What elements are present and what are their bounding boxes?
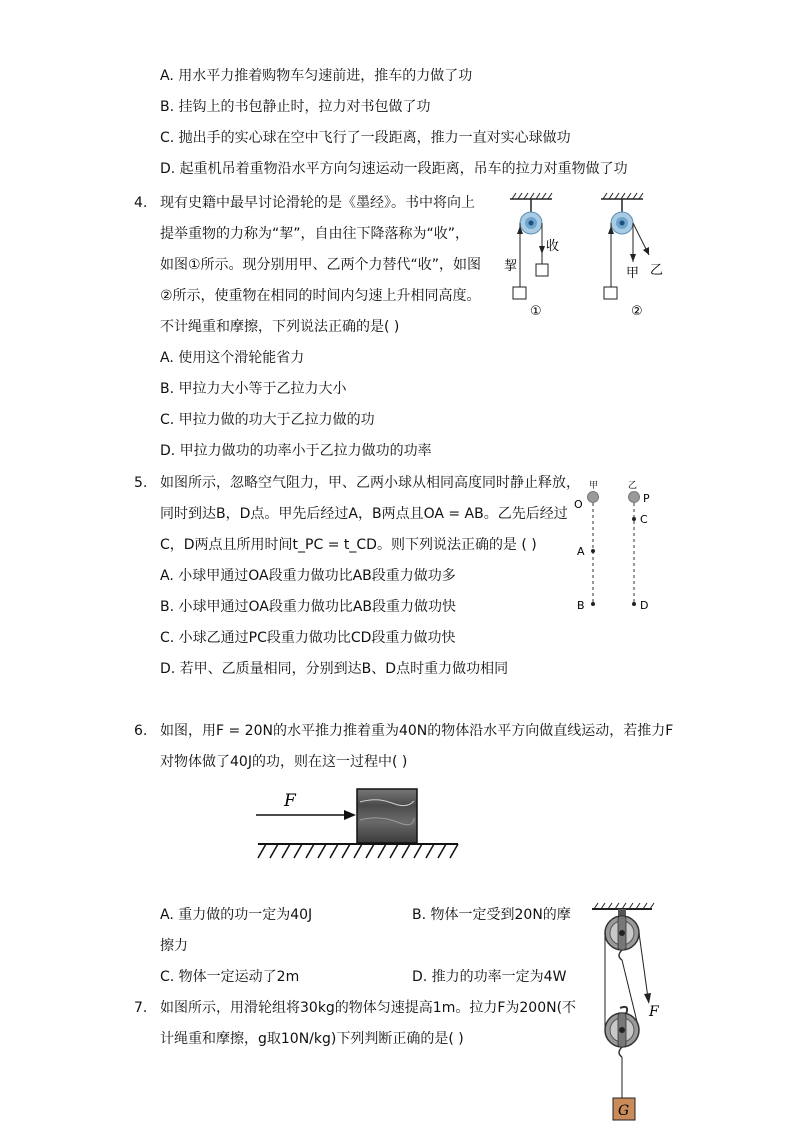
q4-label-qie: 挈 [504, 259, 518, 274]
q5-number: 5. [134, 475, 148, 491]
q4-label-jia: 甲 [626, 266, 640, 281]
q6-option-c: C. 物体一定运动了2m [160, 969, 300, 985]
q4-label-yi: 乙 [650, 263, 664, 278]
q7-number: 7. [134, 1000, 148, 1016]
q7-stem-line-1: 如图所示，用滑轮组将30kg的物体匀速提高1m。拉力F为200N(不 [160, 1000, 577, 1016]
q6-option-b-wrap: 擦力 [160, 938, 188, 954]
q6-number: 6. [134, 723, 148, 739]
q6-option-d: D. 推力的功率一定为4W [412, 969, 567, 985]
q6-option-a: A. 重力做的功一定为40J [160, 907, 313, 923]
q4-stem-line-1: 现有史籍中最早讨论滑轮的是《墨经》。书中将向上 [160, 195, 475, 211]
q5-label-O: O [574, 498, 583, 511]
q3-option-a: A. 用水平力推着购物车匀速前进，推车的力做了功 [160, 68, 473, 84]
q6-option-b: B. 物体一定受到20N的摩 [412, 907, 571, 923]
q5-label-B: B [577, 599, 585, 612]
q5-falling-balls-figure [568, 478, 668, 618]
q7-label-F: F [649, 1004, 659, 1020]
q4-option-d: D. 甲拉力做功的功率小于乙拉力做功的功率 [160, 443, 432, 459]
q4-figure-2 [601, 193, 663, 319]
q4-label-2: ② [631, 304, 643, 319]
q5-option-d: D. 若甲、乙质量相同，分别到达B、D点时重力做功相同 [160, 661, 509, 677]
q4-stem-line-5: 不计绳重和摩擦，下列说法正确的是( ) [160, 319, 400, 335]
q4-option-c: C. 甲拉力做的功大于乙拉力做的功 [160, 412, 375, 428]
q4-stem-line-3: 如图①所示。现分别用甲、乙两个力替代“收”，如图 [160, 257, 482, 273]
q4-label-1: ① [530, 304, 542, 319]
q5-label-D: D [640, 599, 649, 612]
q5-label-C: C [640, 513, 648, 526]
q5-option-c: C. 小球乙通过PC段重力做功比CD段重力做功快 [160, 630, 456, 646]
q4-figure-1 [504, 193, 559, 319]
q6-label-F: F [284, 791, 296, 811]
q4-pulley-figure [496, 190, 676, 325]
q3-option-b: B. 挂钩上的书包静止时，拉力对书包做了功 [160, 99, 431, 115]
q4-stem-line-2: 提举重物的力称为“挈”，自由往下降落称为“收”， [160, 226, 470, 242]
q5-label-P: P [643, 492, 650, 505]
q5-label-jia: 甲 [589, 481, 599, 491]
q5-stem-line-2: 同时到达B，D点。甲先后经过A，B两点且OA = AB。乙先后经过 [160, 506, 568, 522]
q5-stem-line-3: C，D两点且所用时间t_PC = t_CD。则下列说法正确的是 ( ) [160, 537, 537, 553]
q7-label-G: G [618, 1103, 630, 1119]
q4-stem-line-4: ②所示，使重物在相同的时间内匀速上升相同高度。 [160, 288, 481, 304]
q7-stem-line-2: 计绳重和摩擦，g取10N/kg)下列判断正确的是( ) [160, 1031, 464, 1047]
q5-label-yi: 乙 [628, 481, 638, 491]
q4-number: 4. [134, 195, 148, 211]
q5-label-A: A [577, 545, 585, 558]
q4-option-a: A. 使用这个滑轮能省力 [160, 350, 305, 366]
q6-stem-line-1: 如图，用F = 20N的水平推力推着重为40N的物体沿水平方向做直线运动，若推力F [160, 723, 674, 739]
q6-block-figure [252, 782, 464, 868]
q4-option-b: B. 甲拉力大小等于乙拉力大小 [160, 381, 347, 397]
q5-option-b: B. 小球甲通过OA段重力做功比AB段重力做功快 [160, 599, 457, 615]
q4-label-shou: 收 [546, 239, 560, 254]
q5-option-a: A. 小球甲通过OA段重力做功比AB段重力做功多 [160, 568, 456, 584]
q3-option-c: C. 抛出手的实心球在空中飞行了一段距离，推力一直对实心球做功 [160, 130, 571, 146]
q6-stem-line-2: 对物体做了40J的功，则在这一过程中( ) [160, 754, 408, 770]
q3-option-d: D. 起重机吊着重物沿水平方向匀速运动一段距离，吊车的拉力对重物做了功 [160, 161, 628, 177]
q5-stem-line-1: 如图所示，忽略空气阻力，甲、乙两小球从相同高度同时静止释放， [160, 475, 580, 491]
q7-pulley-block-figure [588, 900, 678, 1122]
